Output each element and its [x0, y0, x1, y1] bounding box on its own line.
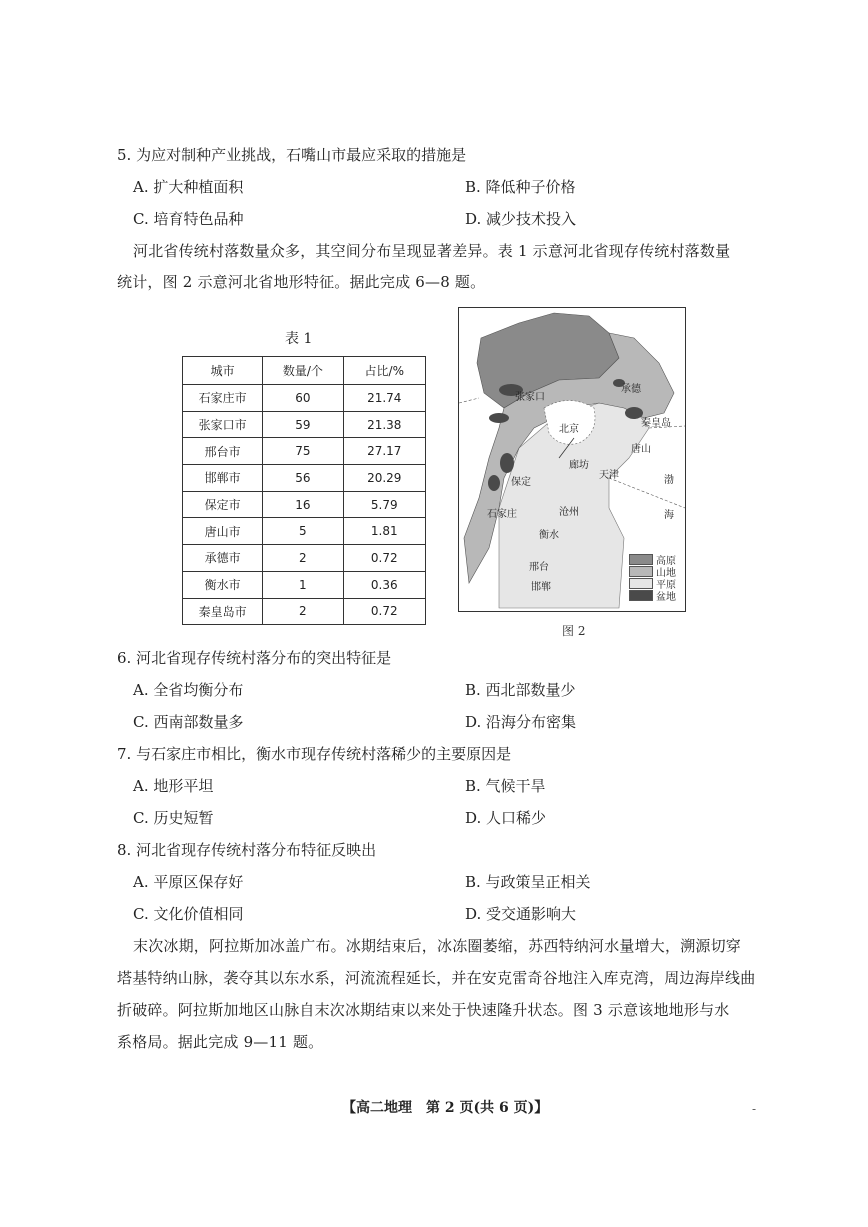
- legend-label: 山地: [656, 567, 676, 579]
- legend-label: 高原: [656, 555, 676, 567]
- table-cell: 衡水市: [183, 571, 263, 598]
- q7-option-d: D. 人口稀少: [465, 809, 547, 827]
- table-row: [183, 438, 426, 465]
- intro-9-11-line1: 末次冰期，阿拉斯加冰盖广布。冰期结束后，冰冻圈萎缩，苏西特纳河水量增大，溯源切穿: [133, 937, 742, 955]
- q6-option-c: C. 西南部数量多: [133, 713, 244, 731]
- q6-option-a: A. 全省均衡分布: [133, 681, 244, 699]
- intro-9-11-line2: 塔基特纳山脉，袭夺其以东水系，河流流程延长，并在安克雷奇谷地注入库克湾，周边海岸线曲: [117, 969, 756, 987]
- table1-caption: 表 1: [285, 331, 313, 347]
- label-tangshan: 唐山: [631, 444, 651, 455]
- label-bohai-2: 海: [664, 510, 674, 521]
- legend-swatch: [629, 566, 653, 577]
- table-cell: 保定市: [183, 491, 263, 518]
- table-cell: 2: [263, 545, 343, 572]
- table-row: [183, 411, 426, 438]
- table-cell: 20.29: [343, 465, 425, 492]
- label-chengde: 承德: [621, 384, 641, 395]
- table-row: [183, 598, 426, 625]
- table-cell: 75: [263, 438, 343, 465]
- table-cell: 秦皇岛市: [183, 598, 263, 625]
- table1-header-percent: 占比/%: [343, 357, 425, 385]
- q8-option-a: A. 平原区保存好: [133, 873, 244, 891]
- table-row: [183, 571, 426, 598]
- table-cell: 56: [263, 465, 343, 492]
- intro-9-11-line3: 折破碎。阿拉斯加地区山脉自末次冰期结束以来处于快速隆升状态。图 3 示意该地地形与水: [117, 1001, 730, 1019]
- q6-option-b: B. 西北部数量少: [465, 681, 576, 699]
- table-cell: 承德市: [183, 545, 263, 572]
- basin-region: [488, 475, 500, 491]
- label-langfang: 廊坊: [569, 460, 589, 471]
- basin-region: [489, 413, 509, 423]
- table-row: [183, 545, 426, 572]
- legend-swatch: [629, 578, 653, 589]
- table-cell: 5.79: [343, 491, 425, 518]
- label-xingtai: 邢台: [529, 562, 549, 573]
- table-cell: 5: [263, 518, 343, 545]
- table-cell: 27.17: [343, 438, 425, 465]
- label-shijiazhuang: 石家庄: [487, 509, 517, 520]
- table-cell: 60: [263, 385, 343, 412]
- table-cell: 邢台市: [183, 438, 263, 465]
- label-cangzhou: 沧州: [559, 507, 579, 518]
- q7-option-c: C. 历史短暂: [133, 809, 214, 827]
- label-beijing: 北京: [559, 424, 579, 435]
- legend-swatch: [629, 590, 653, 601]
- table1-header-count: 数量/个: [263, 357, 343, 385]
- intro-6-8-line1: 河北省传统村落数量众多，其空间分布呈现显著差异。表 1 示意河北省现存传统村落数量: [133, 242, 731, 260]
- q8-stem: 8. 河北省现存传统村落分布特征反映出: [117, 841, 377, 859]
- table1-header-city: 城市: [183, 357, 263, 385]
- table-cell: 张家口市: [183, 411, 263, 438]
- label-zhangjiakou: 张家口: [515, 392, 545, 403]
- q8-option-d: D. 受交通影响大: [465, 905, 577, 923]
- table-cell: 59: [263, 411, 343, 438]
- q5-option-d: D. 减少技术投入: [465, 210, 577, 228]
- footer-mark: -: [752, 1102, 757, 1116]
- q7-stem: 7. 与石家庄市相比，衡水市现存传统村落稀少的主要原因是: [117, 745, 512, 763]
- table-cell: 石家庄市: [183, 385, 263, 412]
- intro-6-8-line2: 统计，图 2 示意河北省地形特征。据此完成 6—8 题。: [117, 273, 486, 291]
- intro-9-11-line4: 系格局。据此完成 9—11 题。: [117, 1033, 324, 1051]
- page-footer: 【高二地理 第 2 页(共 6 页)】: [342, 1100, 549, 1116]
- figure2-caption: 图 2: [562, 624, 586, 638]
- q7-option-a: A. 地形平坦: [133, 777, 214, 795]
- hebei-terrain-map: [458, 307, 686, 612]
- q6-option-d: D. 沿海分布密集: [465, 713, 577, 731]
- table-cell: 1.81: [343, 518, 425, 545]
- q5-option-a: A. 扩大种植面积: [133, 178, 244, 196]
- label-handan: 邯郸: [531, 582, 551, 593]
- q5-option-c: C. 培育特色品种: [133, 210, 244, 228]
- basin-region: [500, 453, 514, 473]
- table-cell: 唐山市: [183, 518, 263, 545]
- label-bohai-1: 渤: [664, 475, 674, 486]
- label-qinhuangdao: 秦皇岛: [641, 418, 671, 429]
- table-cell: 0.72: [343, 598, 425, 625]
- map-legend: [629, 553, 683, 601]
- table-cell: 16: [263, 491, 343, 518]
- table-cell: 2: [263, 598, 343, 625]
- q5-stem: 5. 为应对制种产业挑战，石嘴山市最应采取的措施是: [117, 146, 467, 164]
- table-cell: 1: [263, 571, 343, 598]
- table-cell: 0.36: [343, 571, 425, 598]
- table-row: [183, 491, 426, 518]
- table1: [182, 356, 426, 625]
- table-row: [183, 465, 426, 492]
- q7-option-b: B. 气候干旱: [465, 777, 546, 795]
- q6-stem: 6. 河北省现存传统村落分布的突出特征是: [117, 649, 392, 667]
- q5-option-b: B. 降低种子价格: [465, 178, 576, 196]
- table-cell: 21.38: [343, 411, 425, 438]
- table-cell: 邯郸市: [183, 465, 263, 492]
- legend-label: 平原: [656, 579, 676, 591]
- legend-label: 盆地: [656, 591, 676, 603]
- table-cell: 0.72: [343, 545, 425, 572]
- q8-option-c: C. 文化价值相同: [133, 905, 244, 923]
- table-row: [183, 385, 426, 412]
- table-cell: 21.74: [343, 385, 425, 412]
- label-hengshui: 衡水: [539, 530, 559, 541]
- legend-swatch: [629, 554, 653, 565]
- table-row: [183, 518, 426, 545]
- q8-option-b: B. 与政策呈正相关: [465, 873, 591, 891]
- label-baoding: 保定: [511, 477, 531, 488]
- label-tianjin: 天津: [599, 470, 619, 481]
